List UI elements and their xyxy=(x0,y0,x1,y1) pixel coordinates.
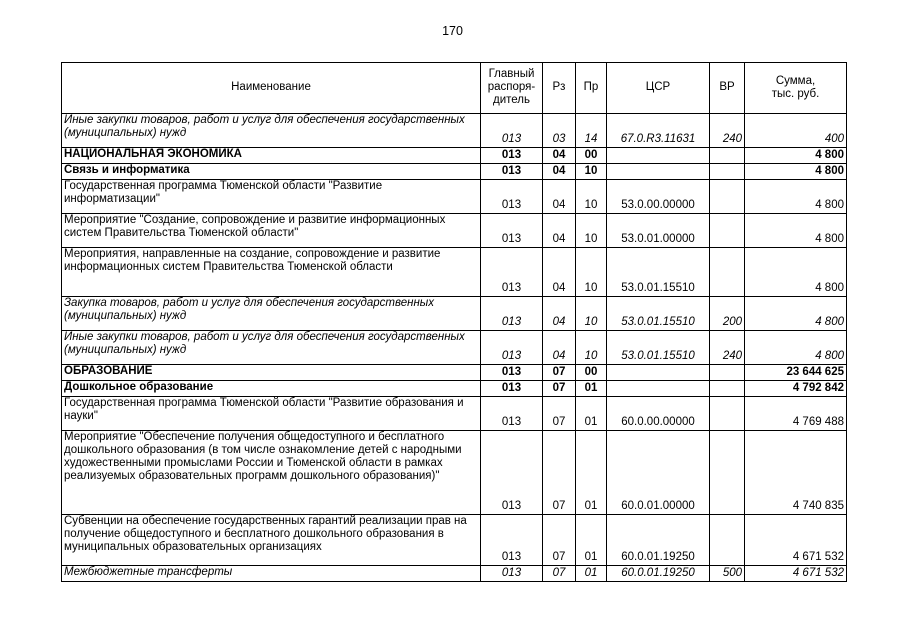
table-row xyxy=(62,114,847,148)
row-name: Иные закупки товаров, работ и услуг для обеспечения государственных (муниципальных) нужд xyxy=(62,331,481,365)
row-sum: 4 800 xyxy=(745,331,847,365)
row-target-article: 53.0.00.00000 xyxy=(607,180,710,214)
header-subsection: Пр xyxy=(576,63,607,114)
row-name: Связь и информатика xyxy=(62,164,481,180)
row-section: 04 xyxy=(543,248,576,297)
table-row xyxy=(62,180,847,214)
row-expense-type xyxy=(710,431,745,515)
table-row xyxy=(62,297,847,331)
row-expense-type xyxy=(710,365,745,381)
row-expense-type xyxy=(710,381,745,397)
row-chief-manager: 013 xyxy=(481,297,543,331)
row-chief-manager: 013 xyxy=(481,381,543,397)
row-name: Межбюджетные трансферты xyxy=(62,566,481,582)
row-chief-manager: 013 xyxy=(481,148,543,164)
row-target-article: 53.0.01.15510 xyxy=(607,248,710,297)
row-chief-manager: 013 xyxy=(481,515,543,566)
header-chief-manager xyxy=(481,63,543,114)
row-subsection: 10 xyxy=(576,297,607,331)
table-row xyxy=(62,381,847,397)
row-sum: 4 800 xyxy=(745,148,847,164)
row-expense-type xyxy=(710,248,745,297)
row-section: 04 xyxy=(543,331,576,365)
row-target-article xyxy=(607,365,710,381)
row-name: Иные закупки товаров, работ и услуг для обеспечения государственных (муниципальных) нужд xyxy=(62,114,481,148)
row-target-article: 67.0.R3.11631 xyxy=(607,114,710,148)
table-row xyxy=(62,431,847,515)
header-sum-line1: Сумма, xyxy=(775,74,816,87)
row-name: ОБРАЗОВАНИЕ xyxy=(62,365,481,381)
row-subsection: 00 xyxy=(576,148,607,164)
row-sum: 23 644 625 xyxy=(745,365,847,381)
row-name: Мероприятие "Создание, сопровождение и развитие информационных систем Правительства Тюменской области" xyxy=(62,214,481,248)
row-section: 07 xyxy=(543,566,576,582)
row-subsection: 10 xyxy=(576,331,607,365)
table-row xyxy=(62,248,847,297)
row-expense-type: 240 xyxy=(710,331,745,365)
row-subsection: 01 xyxy=(576,397,607,431)
row-expense-type xyxy=(710,180,745,214)
row-subsection: 14 xyxy=(576,114,607,148)
row-subsection: 01 xyxy=(576,566,607,582)
row-chief-manager: 013 xyxy=(481,214,543,248)
row-name: Государственная программа Тюменской области "Развитие информатизации" xyxy=(62,180,481,214)
row-target-article: 60.0.01.00000 xyxy=(607,431,710,515)
row-chief-manager: 013 xyxy=(481,248,543,297)
row-subsection: 01 xyxy=(576,431,607,515)
row-sum: 4 769 488 xyxy=(745,397,847,431)
row-target-article: 53.0.01.00000 xyxy=(607,214,710,248)
header-name: Наименование xyxy=(62,63,481,114)
row-target-article xyxy=(607,164,710,180)
row-target-article xyxy=(607,148,710,164)
row-section: 07 xyxy=(543,365,576,381)
row-chief-manager: 013 xyxy=(481,365,543,381)
row-expense-type: 240 xyxy=(710,114,745,148)
header-chief-manager-line3: дитель xyxy=(493,94,530,106)
row-name: Мероприятие "Обеспечение получения общедоступного и бесплатного дошкольного образования (в том числе ознакомление детей с народными художественными промыслами России и Тюменской области в рамках реализуемых образовательных программ дошкольного образования)" xyxy=(62,431,481,515)
table-row xyxy=(62,164,847,180)
row-name: Дошкольное образование xyxy=(62,381,481,397)
row-section: 04 xyxy=(543,148,576,164)
row-target-article: 60.0.01.19250 xyxy=(607,515,710,566)
row-target-article: 53.0.01.15510 xyxy=(607,297,710,331)
header-expense-type: ВР xyxy=(710,63,745,114)
row-section: 04 xyxy=(543,180,576,214)
row-section: 07 xyxy=(543,381,576,397)
row-chief-manager: 013 xyxy=(481,431,543,515)
row-subsection: 10 xyxy=(576,214,607,248)
row-section: 04 xyxy=(543,297,576,331)
row-sum: 400 xyxy=(745,114,847,148)
row-section: 07 xyxy=(543,431,576,515)
row-expense-type xyxy=(710,214,745,248)
row-expense-type: 500 xyxy=(710,566,745,582)
row-subsection: 00 xyxy=(576,365,607,381)
header-sum-line2: тыс. руб. xyxy=(771,87,820,100)
row-section: 03 xyxy=(543,114,576,148)
row-sum: 4 740 835 xyxy=(745,431,847,515)
row-chief-manager: 013 xyxy=(481,180,543,214)
table-row xyxy=(62,365,847,381)
row-subsection: 01 xyxy=(576,381,607,397)
row-chief-manager: 013 xyxy=(481,397,543,431)
row-sum: 4 800 xyxy=(745,297,847,331)
table-body xyxy=(62,114,847,582)
budget-table xyxy=(61,62,847,582)
row-sum: 4 800 xyxy=(745,164,847,180)
row-chief-manager: 013 xyxy=(481,566,543,582)
header-chief-manager-line2: распоря- xyxy=(487,81,536,93)
row-subsection: 10 xyxy=(576,248,607,297)
table-row xyxy=(62,515,847,566)
row-subsection: 10 xyxy=(576,180,607,214)
row-sum: 4 792 842 xyxy=(745,381,847,397)
table-row xyxy=(62,331,847,365)
row-sum: 4 800 xyxy=(745,248,847,297)
row-chief-manager: 013 xyxy=(481,114,543,148)
header-chief-manager-line1: Главный xyxy=(488,68,535,80)
row-sum: 4 800 xyxy=(745,214,847,248)
row-sum: 4 671 532 xyxy=(745,515,847,566)
row-subsection: 01 xyxy=(576,515,607,566)
page-number: 170 xyxy=(442,24,463,38)
row-section: 07 xyxy=(543,397,576,431)
table-row xyxy=(62,214,847,248)
row-expense-type xyxy=(710,148,745,164)
row-name: НАЦИОНАЛЬНАЯ ЭКОНОМИКА xyxy=(62,148,481,164)
row-name: Мероприятия, направленные на создание, сопровождение и развитие информационных систем Правительства Тюменской области xyxy=(62,248,481,297)
row-target-article: 53.0.01.15510 xyxy=(607,331,710,365)
row-expense-type: 200 xyxy=(710,297,745,331)
table-row xyxy=(62,148,847,164)
header-sum xyxy=(745,63,847,114)
row-sum: 4 671 532 xyxy=(745,566,847,582)
table-row xyxy=(62,566,847,582)
row-target-article: 60.0.00.00000 xyxy=(607,397,710,431)
row-expense-type xyxy=(710,397,745,431)
table-row xyxy=(62,397,847,431)
row-section: 04 xyxy=(543,164,576,180)
table-header-row xyxy=(62,63,847,114)
header-section: Рз xyxy=(543,63,576,114)
row-chief-manager: 013 xyxy=(481,331,543,365)
header-target-article: ЦСР xyxy=(607,63,710,114)
row-target-article xyxy=(607,381,710,397)
row-target-article: 60.0.01.19250 xyxy=(607,566,710,582)
row-expense-type xyxy=(710,164,745,180)
row-name: Закупка товаров, работ и услуг для обеспечения государственных (муниципальных) нужд xyxy=(62,297,481,331)
row-section: 07 xyxy=(543,515,576,566)
row-section: 04 xyxy=(543,214,576,248)
row-name: Государственная программа Тюменской области "Развитие образования и науки" xyxy=(62,397,481,431)
row-expense-type xyxy=(710,515,745,566)
row-sum: 4 800 xyxy=(745,180,847,214)
row-name: Субвенции на обеспечение государственных гарантий реализации прав на получение общедоступного и бесплатного дошкольного образования в муниципальных образовательных организациях xyxy=(62,515,481,566)
row-chief-manager: 013 xyxy=(481,164,543,180)
row-subsection: 10 xyxy=(576,164,607,180)
